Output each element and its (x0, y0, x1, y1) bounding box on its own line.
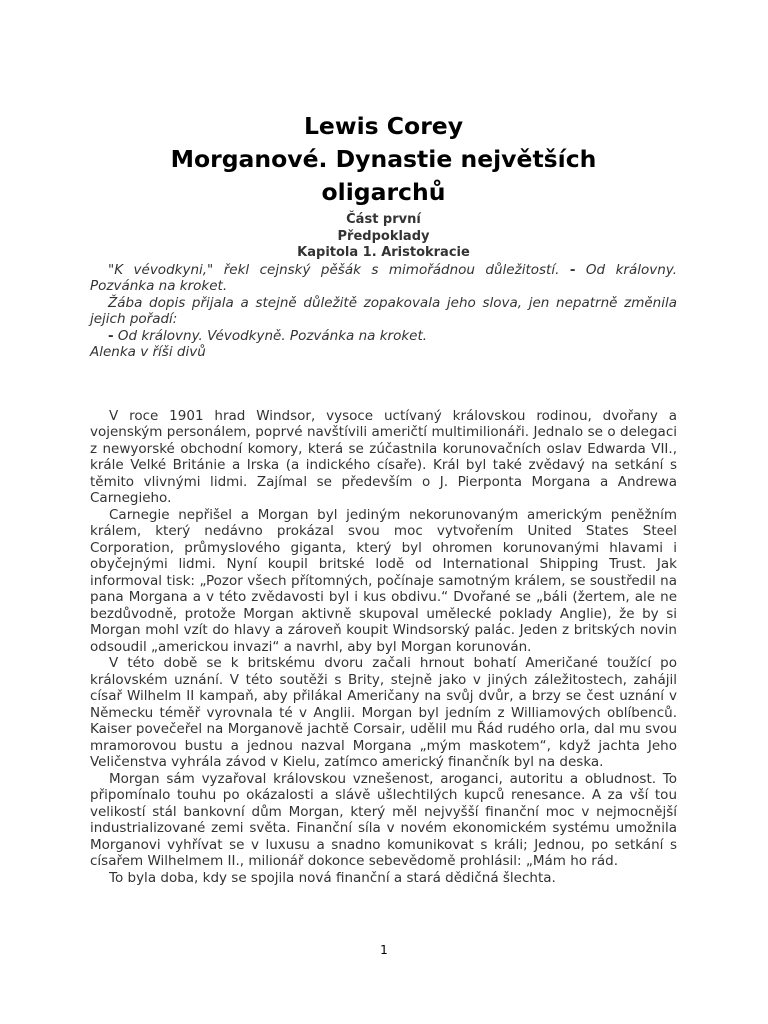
epigraph-line-1 (90, 262, 677, 295)
epigraph-dash: - (569, 261, 576, 278)
epigraph-line-1-rest: Od královny. Pozvánka na kroket. (90, 261, 678, 294)
body-paragraph: V roce 1901 hrad Windsor, vysoce uctívaný královskou rodinou, dvořany a vojenským personálem, poprvé navštívili američtí multimilionáři. Jednalo se o delegaci z newyorské obchodní komory, která se zúčastnila korunovačních oslav Edwarda VII., krále Velké Británie a Irska (a indického císaře). Král byl také zvědavý na setkání s těmito vlivnými lidmi. Zajímal se především o J. Pierponta Morgana a Andrewa Carnegieho. (90, 407, 677, 506)
chapter-heading: Kapitola 1. Aristokracie (297, 245, 470, 260)
book-title-line-1: Morganové. Dynastie největších (170, 145, 597, 173)
book-title-line-2: oligarchů (321, 178, 446, 206)
epigraph-source: Alenka v říši divů (90, 344, 206, 360)
epigraph (90, 262, 677, 361)
body-text (90, 408, 677, 887)
epigraph-line-1-text: "K vévodkyni," řekl cejnský pěšák s mimořádnou důležitostí. (108, 261, 570, 278)
epigraph-dash: - (108, 327, 114, 344)
part-heading: Část první (346, 212, 421, 227)
epigraph-line-2: Žába dopis přijala a stejně důležitě zopakovala jeho slova, jen nepatrně změnila jejich pořadí: (90, 294, 677, 327)
epigraph-line-3 (90, 328, 677, 345)
section-heading: Předpoklady (337, 228, 430, 244)
author-name: Lewis Corey (303, 112, 464, 140)
body-paragraph: Morgan sám vyzařoval královskou vznešenost, aroganci, autoritu a obludnost. To připomínalo touhu po okázalosti a slávě ušlechtilých kupců renesance. A za vší tou velikostí stál bankovní dům Morgan, který měl nejvyšší finanční moc v nejmocnější industrializované zemi světa. Finanční síla v novém ekonomickém systému umožnila Morganovi vyhřívat se v luxusu a snadno komunikovat s králi; Jednou, po setkání s císařem Wilhelmem II., milionář dokonce sebevědomě prohlásil: „Mám ho rád. (90, 770, 677, 869)
epigraph-line-3-text: Od královny. Vévodkyně. Pozvánka na kroket. (113, 327, 428, 344)
body-paragraph: To byla doba, kdy se spojila nová finanční a stará dědičná šlechta. (109, 869, 556, 886)
body-paragraph: Carnegie nepřišel a Morgan byl jediným nekorunovaným americkým peněžním králem, který nedávno prokázal svou moc vytvořením United States Steel Corporation, průmyslového giganta, který byl ohromen korunovanými hlavami i obyčejnými lidmi. Nyní koupil britské lodě od International Shipping Trust. Jak informoval tisk: „Pozor všech přítomných, počínaje samotným králem, se soustředil na pana Morgana a v této zvědavosti byl i kus obdivu.“ Dvořané se „báli (žertem, ale ne bezdůvodně, protože Morgan aktivně skupoval umělecké poklady Anglie), že by si Morgan mohl vzít do hlavy a zároveň koupit Windsorský palác. Jeden z britských novin odsoudil „americkou invazi“ a navrhl, aby byl Morgan korunován. (90, 506, 677, 655)
page-number: 1 (380, 943, 388, 957)
body-paragraph: V této době se k britskému dvoru začali hrnout bohatí Američané toužící po královském uznání. V této soutěži s Brity, stejně jako v jiných záležitostech, zahájil císař Wilhelm II kampaň, aby přilákal Američany na svůj dvůr, a brzy se čest uznání v Německu téměř vyrovnala té v Anglii. Morgan byl jedním z Williamových oblíbenců. Kaiser povečeřel na Morganově jachtě Corsair, udělil mu Řád rudého orla, dal mu svou mramorovou bustu a jednou nazval Morgana „mým maskotem“, když jachta Jeho Veličenstva vyhrála závod v Kielu, zatímco americký finančník byl na deska. (90, 655, 677, 770)
document-page (90, 110, 677, 886)
